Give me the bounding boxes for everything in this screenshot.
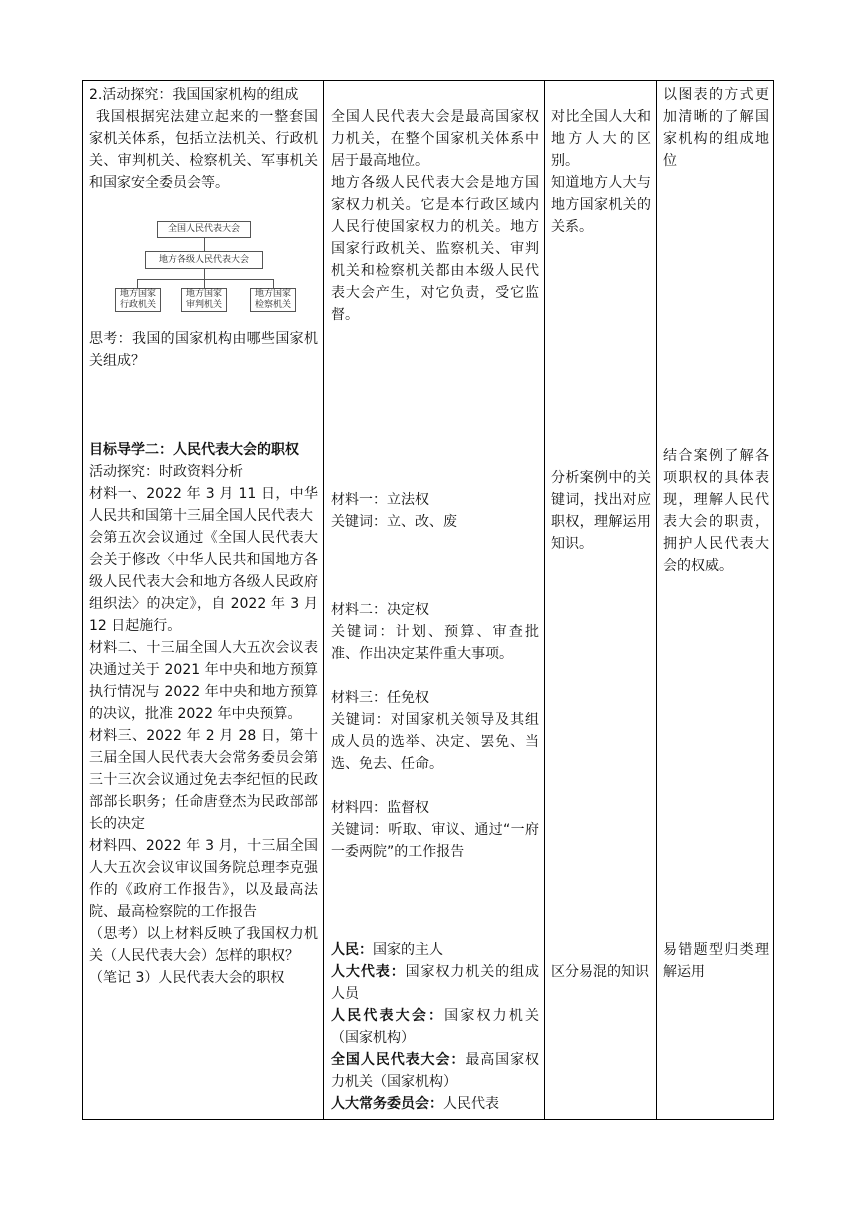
material-1-part-b: 会第五次会议通过《全国人民代表大会关于修改〈中华人民共和国地方各级人民代表大会和地方各级人民政府组织法〉的决定》，自 2022 年 3 月 12 日起施行。 bbox=[89, 530, 318, 634]
material-1-part-a: 材料一、2022 年 3 月 11 日，中华人民共和国第十三届全国人民代表大 bbox=[89, 486, 318, 524]
design-intent-column bbox=[545, 81, 657, 1119]
definition-standing-committee: 人大常务委员会：人民代表 bbox=[331, 1096, 499, 1112]
state-organ-chart bbox=[115, 221, 291, 311]
chart-box-local-congress: 地方各级人民代表大会 bbox=[145, 251, 263, 269]
material-2-keywords: 关键词：计划、预算、审查批准、作出决定某件重大事项。 bbox=[331, 624, 539, 662]
think-question-1: 思考：我国的国家机构由哪些国家机关组成？ bbox=[89, 331, 318, 369]
note-3: （笔记 3）人民代表大会的职权 bbox=[89, 970, 285, 986]
activity-body: 我国根据宪法建立起来的一整套国家机关体系，包括立法机关、行政机关、审判机关、检察机关、军事机关和国家安全委员会等。 bbox=[89, 109, 318, 191]
goal-heading-2: 目标导学二：人民代表大会的职权 bbox=[89, 442, 299, 458]
material-4: 材料四、2022 年 3 月，十三届全国人大五次会议审议国务院总理李克强作的《政府工作报告》，以及最高法院、最高检察院的工作报告 bbox=[89, 838, 318, 920]
intent-relationship: 知道地方人大与地方国家机关的关系。 bbox=[551, 175, 651, 235]
activity-title: 2.活动探究：我国国家机构的组成 bbox=[89, 87, 299, 103]
activity-label: 活动探究：时政资料分析 bbox=[89, 464, 243, 480]
material-4-keywords: 关键词：听取、审议、通过“一府一委两院”的工作报告 bbox=[331, 822, 539, 860]
material-2: 材料二、十三届全国人大五次会议表决通过关于 2021 年中央和地方预算执行情况与 2022 年中央和地方预算的决议，批准 2022 年中央预算。 bbox=[89, 640, 318, 722]
definition-people: 人民：国家的主人 bbox=[331, 942, 443, 958]
material-4-title: 材料四：监督权 bbox=[331, 800, 429, 816]
chart-box-local-procuratorate: 地方国家检察机关 bbox=[250, 288, 296, 312]
goal-error-types: 易错题型归类理解运用 bbox=[663, 942, 769, 980]
chart-box-local-admin: 地方国家行政机关 bbox=[115, 288, 161, 312]
intent-compare: 对比全国人大和地方人大的区别。 bbox=[551, 109, 651, 169]
material-3-title: 材料三：任免权 bbox=[331, 690, 429, 706]
chart-box-local-court: 地方国家审判机关 bbox=[181, 288, 227, 312]
material-1-keywords: 关键词：立、改、废 bbox=[331, 514, 457, 530]
goal-chart-understanding: 以图表的方式更加清晰的了解国家机构的组成地位 bbox=[663, 87, 769, 169]
material-3: 材料三、2022 年 2 月 28 日，第十三届全国人民代表大会常务委员会第三十三次会议通过免去李纪恒的民政部部长职务；任命唐登杰为民政部部长的决定 bbox=[89, 728, 318, 832]
intent-analyze-cases: 分析案例中的关键词，找出对应职权，理解运用知识。 bbox=[551, 470, 651, 552]
material-1-title: 材料一：立法权 bbox=[331, 492, 429, 508]
definition-congress: 人民代表大会：国家权力机关（国家机构） bbox=[331, 1008, 540, 1046]
goal-powers-understanding: 结合案例了解各项职权的具体表现，理解人民代表大会的职责，拥护人民代表大会的权威。 bbox=[663, 448, 769, 574]
chart-box-npc: 全国人民代表大会 bbox=[157, 221, 251, 238]
lesson-table bbox=[82, 80, 774, 1120]
student-activity-column bbox=[324, 81, 545, 1119]
definition-deputy: 人大代表：国家权力机关的组成人员 bbox=[331, 964, 540, 1002]
material-3-keywords: 关键词：对国家机关领导及其组成人员的选举、决定、罢免、当选、免去、任命。 bbox=[331, 712, 539, 772]
local-congress-description: 地方各级人民代表大会是地方国家权力机关。它是本行政区域内人民行使国家权力的机关。地方国家行政机关、监察机关、审判机关和检察机关都由本级人民代表大会产生，对它负责，受它监督。 bbox=[331, 175, 539, 323]
material-2-title: 材料二：决定权 bbox=[331, 602, 429, 618]
goal-column bbox=[657, 81, 775, 1119]
intent-distinguish: 区分易混的知识 bbox=[551, 964, 649, 980]
think-question-2: （思考）以上材料反映了我国权力机关（人民代表大会）怎样的职权？ bbox=[89, 926, 318, 964]
definition-npc: 全国人民代表大会：最高国家权力机关（国家机构） bbox=[331, 1052, 540, 1090]
teaching-content-column bbox=[83, 81, 324, 1119]
npc-description: 全国人民代表大会是最高国家权力机关，在整个国家机关体系中居于最高地位。 bbox=[331, 109, 539, 169]
